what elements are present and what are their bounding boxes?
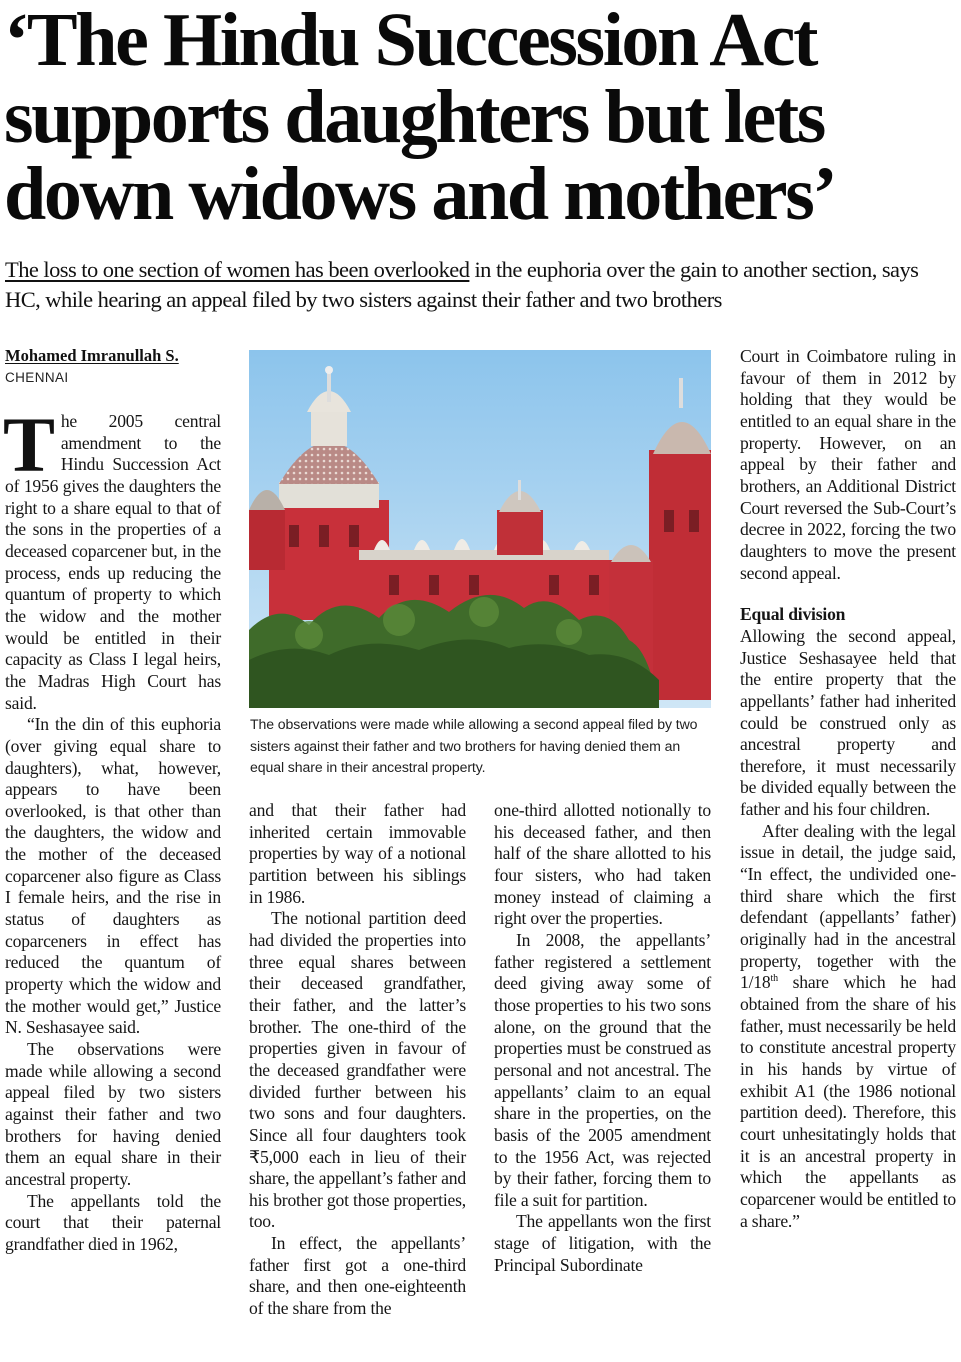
standfirst-underlined: The loss to one section of women has been overlooked: [5, 257, 470, 282]
article-column-1: [3, 401, 221, 1256]
col3-paragraph-3: The appellants won the first stage of litigation, with the Principal Subordinate: [494, 1211, 711, 1275]
ordinal-superscript: th: [770, 973, 778, 985]
headline-line-1: ‘The Hindu Succession Act: [4, 0, 817, 82]
drop-cap: T: [3, 401, 55, 488]
article-column-2: [249, 800, 466, 1320]
section-subhead: Equal division: [740, 604, 846, 625]
col2-paragraph-1: and that their father had inherited certain immovable properties by way of a notional partition between his siblings in 1986.: [249, 800, 466, 907]
byline-name: Mohamed Imranullah S.: [5, 346, 179, 365]
photo-caption: The observations were made while allowing a second appeal filed by two sisters against their father and two brothers for having denied them an equal share in their ancestral property.: [250, 716, 698, 775]
col1-paragraph-2: “In the din of this euphoria (over giving equal share to daughters), what, however, appears to have been overlooked, is that other than the daughters, the widow and the mother of the deceased coparcener also figure as Class I female heirs, and the rise in status of daughters as coparceners in effect has reduced the quantum of property which the widow and the mother would get,” Justice N. Seshasayee said.: [5, 714, 221, 1038]
col4-paragraph-3-text-a: After dealing with the legal issue in detail, the judge said, “In effect, the undivided one-third share which the first defendant (appellants’ father) originally had in the ancestral property, together with the 1/18: [740, 820, 956, 993]
col1-paragraph-1: [3, 401, 221, 714]
col4-paragraph-3: [740, 821, 956, 1232]
col1-paragraph-3: The observations were made while allowing a second appeal filed by two sisters against their father and two brothers for having denied them an equal share in their ancestral property.: [5, 1039, 221, 1189]
col1-paragraph-1-text: he 2005 central amendment to the Hindu Succession Act of 1956 gives the daughters the right to a share equal to that of the sons in the properties of a deceased coparcener but, in the process, ends up reducing the quantum of property to which the widow and the mother would be entitled in their capacity as Class I legal heirs, the Madras High Court has said.: [5, 411, 221, 713]
col2-paragraph-3: In effect, the appellants’ father first got a one-third share, and then one-eighteenth of the share from the: [249, 1233, 466, 1319]
col3-paragraph-1: one-third allotted notionally to his deceased father, and then half of the share allotted to his four sisters, who had taken money instead of claiming a right over the properties.: [494, 800, 711, 929]
col3-paragraph-2: In 2008, the appellants’ father registered a settlement deed giving away some of those properties to his two sons alone, on the ground that the properties must be construed as personal and not ancestral. The appellants’ claim to an equal share in the properties, on the basis of the 2005 amendment to the 1956 Act, was rejected by their father, forcing them to file a suit for partition.: [494, 929, 711, 1210]
byline: [5, 346, 221, 385]
madras-high-court-building-image: [249, 350, 711, 708]
standfirst: [5, 255, 955, 315]
headline-line-2: supports daughters but lets: [4, 75, 824, 159]
standfirst-rest: in the euphoria over the gain to another section, says HC, while hearing an appeal filed by two sisters against their father and two brothers: [5, 257, 919, 312]
byline-place: CHENNAI: [5, 370, 69, 385]
headline: [4, 0, 954, 236]
col4-paragraph-2: Allowing the second appeal, Justice Seshasayee held that the entire property that the appellants’ father had inherited could be construed only as ancestral property and therefore, it must necessarily be divided equally between the father and his four children.: [740, 625, 956, 820]
col4-paragraph-3-text-b: share which he had obtained from the share of his father, must necessarily be held to constitute ancestral property in his hands by virtue of exhibit A1 (the 1986 notional partition deed). Therefore, this court unhesitatingly holds that it is an ancestral property in which the appellants as coparcener would be entitled to a share.”: [740, 972, 956, 1231]
article-column-3: [494, 800, 711, 1276]
col4-paragraph-1: Court in Coimbatore ruling in favour of them in 2012 by holding that they would be entitled to an equal share in the property. However, on an appeal by their father and brothers, an Additional District Court reversed the Sub-Court’s decree in 2022, forcing the two daughters to move the present second appeal.: [740, 346, 956, 583]
high-court-photo: [249, 350, 711, 708]
headline-line-3: down widows and mothers’: [4, 152, 836, 236]
article-column-4: [740, 346, 956, 1232]
col2-paragraph-2: The notional partition deed had divided the properties into three equal shares between their deceased grandfather, their father, and the latter’s brother. The one-third of the properties given in favour of the deceased grandfather were divided further between his two sons and four daughters. Since all four daughters took ₹5,000 each in lieu of their share, the appellant’s father and his brother got those properties, too.: [249, 908, 466, 1232]
col1-paragraph-4: The appellants told the court that their paternal grandfather died in 1962,: [5, 1190, 221, 1254]
